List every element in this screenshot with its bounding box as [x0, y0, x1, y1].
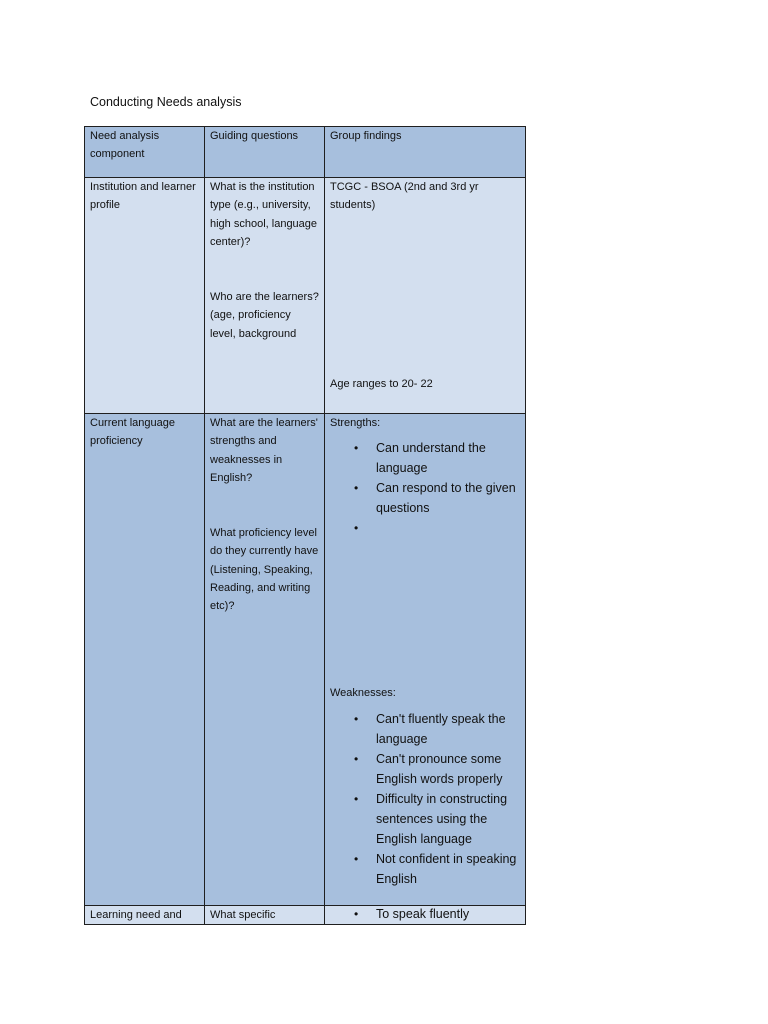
spacer: [210, 251, 319, 288]
component-cell: [85, 414, 205, 906]
findings-cell: [325, 906, 526, 925]
guiding-question: What are the learners' strengths and weaknesses in English?: [210, 417, 318, 484]
table-row: [85, 414, 526, 906]
findings-cell: [325, 178, 526, 414]
questions-cell: [205, 178, 325, 414]
weaknesses-list: [330, 709, 520, 889]
component-cell: [85, 906, 205, 925]
header-cell-questions: [205, 127, 325, 178]
strengths-label: Strengths:: [330, 417, 381, 429]
finding-text: TCGC - BSOA (2nd and 3rd yr students): [330, 181, 479, 212]
list-item: [376, 518, 520, 538]
table-header-row: [85, 127, 526, 178]
header-cell-component: [85, 127, 205, 178]
findings-list: [330, 906, 520, 923]
component-label: Institution and learner profile: [90, 181, 196, 212]
component-label: Current language proficiency: [90, 417, 176, 448]
list-item: • Can respond to the given questions: [376, 478, 520, 518]
strengths-list: [330, 438, 520, 538]
guiding-question: What is the institution type (e.g., university, high school, language center)?: [210, 181, 318, 248]
table-row: [85, 178, 526, 414]
questions-cell: [205, 906, 325, 925]
component-cell: [85, 178, 205, 414]
list-item: • Difficulty in constructing sentences using the English language: [376, 789, 520, 849]
list-item: • Can't pronounce some English words properly: [376, 749, 520, 789]
spacer: [210, 487, 319, 524]
guiding-question: Who are the learners? (age, proficiency level, background: [210, 291, 319, 340]
guiding-question: What specific: [210, 909, 276, 921]
component-label: Learning need and: [90, 909, 182, 921]
questions-cell: [205, 414, 325, 906]
header-cell-findings: [325, 127, 526, 178]
list-item: • Can understand the language: [376, 438, 520, 478]
needs-analysis-table: [84, 126, 526, 925]
list-item: • To speak fluently: [376, 906, 520, 923]
findings-cell: [325, 414, 526, 906]
guiding-question: What proficiency level do they currently have (Listening, Speaking, Reading, and writing etc)?: [210, 527, 319, 613]
list-item: • Not confident in speaking English: [376, 849, 520, 889]
weaknesses-label: Weaknesses:: [330, 687, 396, 700]
header-label: Group findings: [330, 130, 402, 142]
header-label: Guiding questions: [210, 130, 299, 142]
finding-text: Age ranges to 20- 22: [330, 377, 433, 390]
table-row: [85, 906, 526, 925]
list-item: • Can't fluently speak the language: [376, 709, 520, 749]
header-label: Need analysis component: [90, 130, 160, 161]
document-title: Conducting Needs analysis: [90, 95, 242, 109]
